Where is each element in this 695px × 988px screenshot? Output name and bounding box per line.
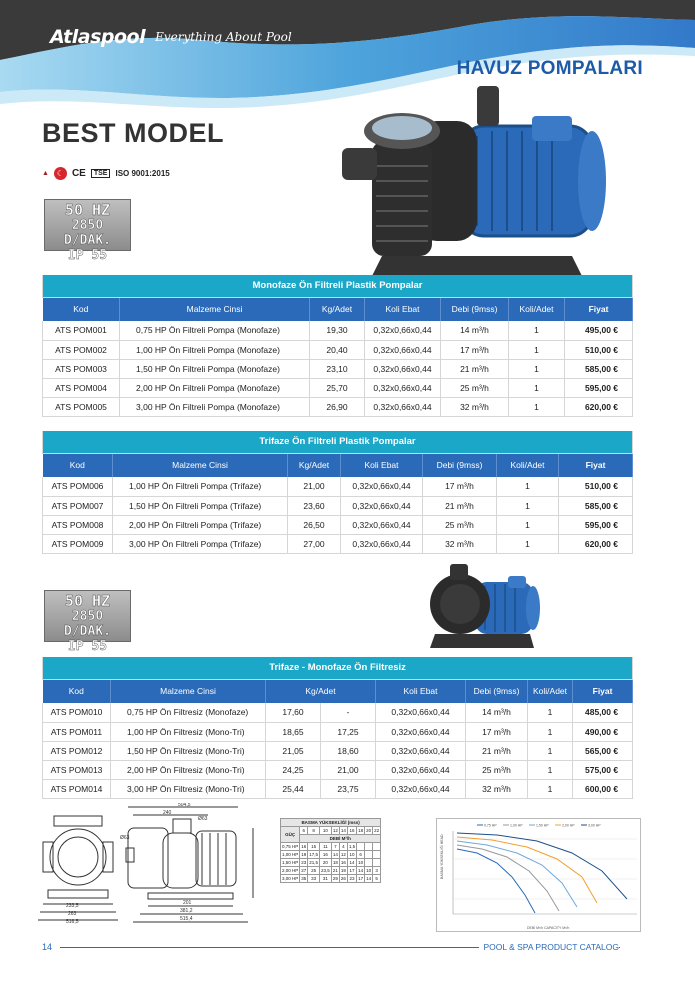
spec-box	[44, 590, 131, 654]
table-row	[43, 741, 633, 760]
cell-koli-adet: 1	[497, 496, 559, 515]
perf-cell: 11	[320, 843, 332, 851]
brand-logo: Atlaspool	[50, 26, 146, 48]
cell-kg-tri: -	[321, 703, 376, 722]
perf-cell: 25	[308, 867, 320, 875]
cell-debi: 32 m³/h	[423, 534, 497, 553]
model-title: BEST MODEL	[42, 118, 225, 148]
cell-fiyat: 565,00 €	[573, 741, 633, 760]
perf-cell: 33	[308, 875, 320, 883]
cell-malzeme: 1,00 HP Ön Filtresiz (Mono-Tri)	[111, 722, 266, 741]
perf-cell: 19	[301, 852, 307, 857]
perf-cell: 6	[357, 851, 365, 859]
perf-row	[281, 843, 381, 851]
table-row	[43, 722, 633, 741]
perf-guc: GÜÇ	[281, 827, 300, 843]
perf-cell: 19	[340, 868, 346, 873]
legend-label: 1,00 HP	[510, 823, 523, 828]
perf-cell: 0,75 HP	[282, 844, 299, 849]
perf-title: BASMA YÜKSEKLİĞİ (mss)	[281, 819, 381, 827]
col-header-koli-adet: Koli/Adet	[509, 297, 565, 321]
cell-malzeme: 2,00 HP Ön Filtreli Pompa (Trifaze)	[113, 515, 288, 534]
cell-koli-adet: 1	[528, 741, 573, 760]
spec-frequency: 50 HZ	[64, 201, 111, 219]
perf-cell	[357, 843, 365, 851]
perf-cell: 1,00 HP	[282, 852, 299, 857]
col-header-koli-adet: Koli/Adet	[528, 679, 573, 703]
performance-curve	[436, 818, 641, 932]
cell-debi: 21 m³/h	[441, 359, 509, 378]
col-header-koli-ebat: Koli Ebat	[376, 679, 466, 703]
perf-cell: 10	[358, 860, 364, 865]
cell-koli-ebat: 0,32x0,66x0,44	[341, 496, 423, 515]
perf-sub: DEBİ M³/h	[300, 835, 381, 843]
cell-koli-ebat: 0,32x0,66x0,44	[365, 340, 441, 359]
page-number: 14	[42, 942, 53, 952]
cell-koli-ebat: 0,32x0,66x0,44	[365, 359, 441, 378]
perf-cell: 7	[331, 843, 339, 851]
turkey-flag-icon: ☾	[54, 167, 67, 180]
cell-koli-adet: 1	[497, 534, 559, 553]
perf-cell: 21	[332, 868, 338, 873]
cell-kod: ATS POM005	[43, 397, 120, 416]
table-row	[43, 515, 633, 534]
section-title: HAVUZ POMPALARI	[456, 58, 643, 79]
perf-cell: 14	[366, 876, 372, 881]
cell-debi: 21 m³/h	[466, 741, 528, 760]
cell-koli-ebat: 0,32x0,66x0,44	[341, 534, 423, 553]
dim-label: 381,2	[180, 908, 193, 914]
cell-koli-ebat: 0,32x0,66x0,44	[376, 722, 466, 741]
perf-cell: 17	[347, 867, 356, 875]
cell-fiyat: 600,00 €	[573, 779, 633, 798]
col-header-koli-adet: Koli/Adet	[497, 453, 559, 477]
perf-cell	[365, 851, 373, 859]
cell-fiyat: 620,00 €	[565, 397, 633, 416]
perf-cell: 2,00 HP	[282, 868, 299, 873]
cell-fiyat: 495,00 €	[565, 321, 633, 340]
cell-kod: ATS POM010	[43, 703, 111, 722]
perf-cell: 35	[301, 876, 307, 881]
cell-kg-tri: 17,25	[321, 722, 376, 741]
cell-kg: 26,90	[310, 397, 365, 416]
cell-kg-tri: 21,00	[321, 760, 376, 779]
col-header-kod: Kod	[43, 453, 113, 477]
col-header-debi: Debi (9mss)	[466, 679, 528, 703]
perf-cell: 20	[320, 859, 332, 867]
legend-label: 0,75 HP	[484, 823, 497, 828]
cell-debi: 25 m³/h	[423, 515, 497, 534]
table-row	[43, 477, 633, 496]
col-header-malzeme: Malzeme Cinsi	[120, 297, 310, 321]
cell-debi: 32 m³/h	[466, 779, 528, 798]
cell-malzeme: 3,00 HP Ön Filtreli Pompa (Trifaze)	[113, 534, 288, 553]
turkey-quality-logo: ▲	[42, 170, 49, 177]
cell-kg: 19,30	[310, 321, 365, 340]
iso-label: ISO 9001:2015	[115, 169, 170, 178]
cell-fiyat: 595,00 €	[565, 378, 633, 397]
cell-kod: ATS POM012	[43, 741, 111, 760]
perf-cell: 16	[340, 860, 346, 865]
cell-kod: ATS POM013	[43, 760, 111, 779]
cell-kg-tri: 23,75	[321, 779, 376, 798]
cell-malzeme: 2,00 HP Ön Filtreli Pompa (Monofaze)	[120, 378, 310, 397]
table-caption: Trifaze Ön Filtreli Plastik Pompalar	[43, 431, 633, 453]
dim-label: 233,5	[66, 903, 79, 909]
perf-head: 22	[374, 828, 380, 833]
cell-kg: 21,00	[288, 477, 341, 496]
cell-malzeme: 0,75 HP Ön Filtreli Pompa (Monofaze)	[120, 321, 310, 340]
cell-fiyat: 490,00 €	[573, 722, 633, 741]
col-header-malzeme: Malzeme Cinsi	[113, 453, 288, 477]
col-header-fiyat: Fiyat	[573, 679, 633, 703]
cell-debi: 25 m³/h	[441, 378, 509, 397]
perf-cell: 16	[320, 851, 332, 859]
dim-label: 515,4	[180, 916, 193, 922]
perf-cell	[365, 859, 373, 867]
perf-cell: 31	[320, 875, 332, 883]
perf-row	[281, 875, 381, 883]
cell-koli-ebat: 0,32x0,66x0,44	[376, 760, 466, 779]
cell-malzeme: 3,00 HP Ön Filtreli Pompa (Monofaze)	[120, 397, 310, 416]
col-header-fiyat: Fiyat	[559, 453, 633, 477]
perf-cell	[373, 859, 381, 867]
perf-cell: 17	[358, 876, 364, 881]
cell-kg-mono: 18,65	[266, 722, 321, 741]
perf-cell	[365, 843, 373, 851]
cell-kod: ATS POM008	[43, 515, 113, 534]
cell-koli-adet: 1	[497, 477, 559, 496]
table-trifaze	[42, 431, 633, 554]
perf-cell: 1,50 HP	[282, 860, 299, 865]
cell-kg-mono: 17,60	[266, 703, 321, 722]
side-view-drawing	[118, 803, 268, 928]
cell-fiyat: 485,00 €	[573, 703, 633, 722]
cell-koli-adet: 1	[509, 340, 565, 359]
cell-malzeme: 1,00 HP Ön Filtreli Pompa (Trifaze)	[113, 477, 288, 496]
cell-koli-ebat: 0,32x0,66x0,44	[365, 378, 441, 397]
spec-box	[44, 199, 131, 263]
cell-kod: ATS POM007	[43, 496, 113, 515]
perf-cell: 16	[301, 844, 307, 849]
perf-cell: 3	[373, 867, 381, 875]
perf-head: 12	[332, 828, 338, 833]
dim-label: 201	[183, 900, 192, 906]
curve-xlabel: DEBİ M³/h CAPACITY M³/h	[527, 926, 570, 930]
table-row	[43, 321, 633, 340]
legend-label: 2,00 HP	[562, 823, 575, 828]
perf-row	[281, 859, 381, 867]
dim-label: 516,5	[66, 919, 79, 924]
perf-cell: 3,00 HP	[282, 876, 299, 881]
cell-kg-mono: 21,05	[266, 741, 321, 760]
perf-cell: 23	[347, 875, 356, 883]
perf-head: 18	[358, 828, 364, 833]
cell-debi: 17 m³/h	[423, 477, 497, 496]
table-row	[43, 779, 633, 798]
cell-koli-ebat: 0,32x0,66x0,44	[376, 741, 466, 760]
tse-mark: TSE	[91, 169, 111, 178]
legend-label: 1,50 HP	[536, 823, 549, 828]
ce-mark: CE	[71, 168, 86, 179]
cell-kod: ATS POM009	[43, 534, 113, 553]
perf-row	[281, 851, 381, 859]
perf-cell: 27	[301, 868, 307, 873]
table-row	[43, 534, 633, 553]
dim-label: Ø63	[120, 835, 130, 841]
cell-fiyat: 585,00 €	[565, 359, 633, 378]
performance-curve-svg	[437, 819, 642, 933]
perf-cell: 4	[339, 843, 347, 851]
cell-malzeme: 1,00 HP Ön Filtreli Pompa (Monofaze)	[120, 340, 310, 359]
cell-kg: 26,50	[288, 515, 341, 534]
col-header-debi: Debi (9mss)	[441, 297, 509, 321]
cell-fiyat: 510,00 €	[565, 340, 633, 359]
col-header-kod: Kod	[43, 297, 120, 321]
perf-row	[281, 867, 381, 875]
table-row	[43, 496, 633, 515]
cell-kg: 27,00	[288, 534, 341, 553]
cell-koli-adet: 1	[509, 321, 565, 340]
perf-cell: 10	[347, 851, 356, 859]
perf-cell: 18	[332, 860, 338, 865]
perf-cell: 17,5	[309, 852, 319, 857]
perf-cell: 15	[308, 843, 320, 851]
cell-malzeme: 0,75 HP Ön Filtresiz (Monofaze)	[111, 703, 266, 722]
brand	[50, 26, 292, 48]
perf-cell	[373, 851, 381, 859]
table-onfiltresiz	[42, 657, 633, 799]
perf-cell: 5	[373, 875, 381, 883]
perf-head: 8	[308, 827, 320, 835]
table-caption: Trifaze - Monofaze Ön Filtresiz	[43, 657, 633, 679]
table-monofaze	[42, 275, 633, 417]
table-row	[43, 703, 633, 722]
cell-kod: ATS POM001	[43, 321, 120, 340]
perf-cell	[373, 843, 381, 851]
spec-frequency: 50 HZ	[64, 592, 111, 610]
cell-debi: 25 m³/h	[466, 760, 528, 779]
table-row	[43, 760, 633, 779]
col-header-kod: Kod	[43, 679, 111, 703]
cell-koli-adet: 1	[509, 359, 565, 378]
cell-fiyat: 620,00 €	[559, 534, 633, 553]
spec-ip: IP 55	[67, 639, 108, 654]
perf-head: 16	[347, 827, 356, 835]
perf-head: 14	[340, 828, 346, 833]
col-header-kg: Kg/Adet	[288, 453, 341, 477]
spec-speed: 2850 D/DAK.	[64, 609, 111, 639]
cell-malzeme: 1,50 HP Ön Filtresiz (Mono-Tri)	[111, 741, 266, 760]
cell-kg-mono: 25,44	[266, 779, 321, 798]
cell-kod: ATS POM004	[43, 378, 120, 397]
perf-cell: 14	[347, 859, 356, 867]
spec-speed: 2850 D/DAK.	[64, 218, 111, 248]
cell-debi: 14 m³/h	[466, 703, 528, 722]
cell-debi: 17 m³/h	[441, 340, 509, 359]
cell-koli-ebat: 0,32x0,66x0,44	[365, 321, 441, 340]
brand-tagline: Everything About Pool	[155, 30, 292, 44]
cell-kg: 25,70	[310, 378, 365, 397]
cell-fiyat: 510,00 €	[559, 477, 633, 496]
legend-label: 3,00 HP	[588, 823, 601, 828]
perf-cell: 10	[366, 868, 372, 873]
col-header-kg: Kg/Adet	[266, 679, 376, 703]
cell-koli-ebat: 0,32x0,66x0,44	[341, 515, 423, 534]
col-header-malzeme: Malzeme Cinsi	[111, 679, 266, 703]
front-view-drawing	[38, 812, 118, 924]
cell-malzeme: 1,50 HP Ön Filtreli Pompa (Trifaze)	[113, 496, 288, 515]
performance-table	[280, 818, 381, 883]
footer-text: POOL & SPA PRODUCT CATALOG	[479, 942, 619, 952]
cell-debi: 21 m³/h	[423, 496, 497, 515]
cell-fiyat: 585,00 €	[559, 496, 633, 515]
table-row	[43, 397, 633, 416]
cell-koli-adet: 1	[528, 760, 573, 779]
cell-koli-ebat: 0,32x0,66x0,44	[376, 779, 466, 798]
cell-debi: 14 m³/h	[441, 321, 509, 340]
pump-without-filter-image	[420, 562, 545, 657]
perf-cell: 23,5	[321, 868, 330, 873]
cell-kg: 20,40	[310, 340, 365, 359]
perf-cell: 29	[332, 876, 338, 881]
cell-malzeme: 1,50 HP Ön Filtreli Pompa (Monofaze)	[120, 359, 310, 378]
perf-cell: 1,5	[348, 844, 356, 849]
perf-head: 6	[300, 827, 308, 835]
certifications	[42, 167, 170, 180]
cell-kod: ATS POM011	[43, 722, 111, 741]
cell-kg: 23,60	[288, 496, 341, 515]
dim-label: 263	[68, 911, 77, 917]
col-header-koli-ebat: Koli Ebat	[341, 453, 423, 477]
col-header-koli-ebat: Koli Ebat	[365, 297, 441, 321]
perf-cell: 12	[340, 852, 346, 857]
cell-koli-adet: 1	[528, 703, 573, 722]
dim-label: 240	[163, 810, 172, 816]
col-header-debi: Debi (9mss)	[423, 453, 497, 477]
cell-kod: ATS POM002	[43, 340, 120, 359]
cell-koli-adet: 1	[528, 779, 573, 798]
cell-koli-adet: 1	[509, 397, 565, 416]
cell-kg-tri: 18,60	[321, 741, 376, 760]
cell-koli-ebat: 0,32x0,66x0,44	[365, 397, 441, 416]
pump-with-filter-image	[342, 86, 612, 281]
cell-kg: 23,10	[310, 359, 365, 378]
cell-kod: ATS POM003	[43, 359, 120, 378]
col-header-fiyat: Fiyat	[565, 297, 633, 321]
perf-cell: 26	[340, 876, 346, 881]
cell-malzeme: 3,00 HP Ön Filtresiz (Mono-Tri)	[111, 779, 266, 798]
curve-ylabel: BASMA YÜKSEKLİĞİ HEAD	[440, 834, 444, 879]
cell-koli-adet: 1	[497, 515, 559, 534]
cell-kod: ATS POM014	[43, 779, 111, 798]
cell-koli-adet: 1	[509, 378, 565, 397]
cell-kod: ATS POM006	[43, 477, 113, 496]
table-row	[43, 359, 633, 378]
cell-kg-mono: 24,25	[266, 760, 321, 779]
perf-head: 10	[320, 827, 332, 835]
cell-malzeme: 2,00 HP Ön Filtresiz (Mono-Tri)	[111, 760, 266, 779]
cell-debi: 17 m³/h	[466, 722, 528, 741]
cell-koli-ebat: 0,32x0,66x0,44	[376, 703, 466, 722]
cell-debi: 32 m³/h	[441, 397, 509, 416]
table-caption: Monofaze Ön Filtreli Plastik Pompalar	[43, 275, 633, 297]
cell-koli-ebat: 0,32x0,66x0,44	[341, 477, 423, 496]
cell-koli-adet: 1	[528, 722, 573, 741]
cell-fiyat: 575,00 €	[573, 760, 633, 779]
perf-cell: 14	[332, 852, 338, 857]
perf-cell: 23	[301, 860, 307, 865]
table-row	[43, 340, 633, 359]
cell-fiyat: 595,00 €	[559, 515, 633, 534]
dim-label: 504,5	[178, 803, 191, 808]
perf-cell: 14	[358, 868, 364, 873]
perf-head: 20	[366, 828, 372, 833]
perf-cell: 21,5	[309, 860, 319, 865]
dim-label: Ø63	[198, 816, 208, 822]
spec-ip: IP 55	[67, 248, 108, 263]
col-header-kg: Kg/Adet	[310, 297, 365, 321]
table-row	[43, 378, 633, 397]
